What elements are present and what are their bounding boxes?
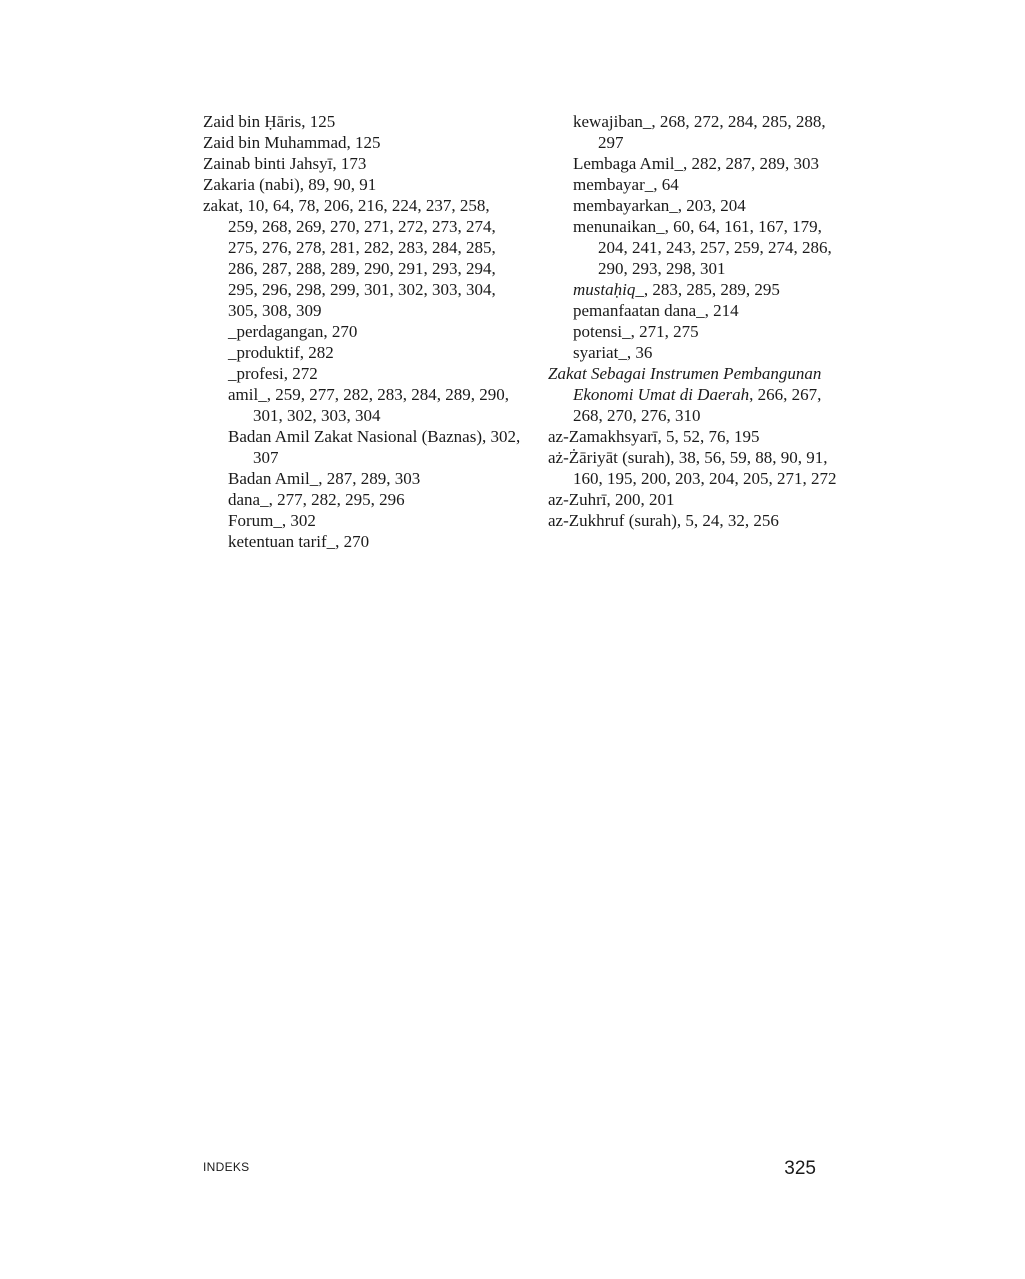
index-subentry: dana_, 277, 282, 295, 296 xyxy=(228,490,405,509)
index-subentry: pemanfaatan dana_, 214 xyxy=(573,301,739,320)
index-subentry: Badan Amil Zakat Nasional (Baznas), 302, 307 xyxy=(228,427,521,467)
index-subentry: _perdagangan, 270 xyxy=(228,322,358,341)
index-entry-pages: _, 283, 285, 289, 295 xyxy=(635,280,780,299)
index-subentry: Badan Amil_, 287, 289, 303 xyxy=(228,469,421,488)
index-subentry: potensi_, 271, 275 xyxy=(573,322,699,341)
index-entry-pages: , 266, 267, 268, 270, 276, 310 xyxy=(573,385,822,425)
index-entry: Zakaria (nabi), 89, 90, 91 xyxy=(203,175,377,194)
index-entry xyxy=(548,363,838,426)
index-entry-italic-term: mustaḥiq xyxy=(573,280,636,299)
index-subentry: Lembaga Amil_, 282, 287, 289, 303 xyxy=(573,154,820,173)
index-subentry: membayarkan_, 203, 204 xyxy=(573,196,746,215)
index-column-left xyxy=(203,111,523,552)
index-subentry: syariat_, 36 xyxy=(573,343,653,362)
footer-section-label: INDEKS xyxy=(203,1160,250,1174)
index-subentry xyxy=(573,279,838,300)
index-column-right xyxy=(548,111,838,531)
index-entry: Zaid bin Muhammad, 125 xyxy=(203,133,381,152)
index-subentry: menunaikan_, 60, 64, 161, 167, 179, 204, 241, 243, 257, 259, 274, 286, 290, 293, 298, 301 xyxy=(573,217,832,278)
page-number: 325 xyxy=(784,1158,816,1179)
index-entry: Zainab binti Jahsyī, 173 xyxy=(203,154,367,173)
index-subentry: amil_, 259, 277, 282, 283, 284, 289, 290, 301, 302, 303, 304 xyxy=(228,385,509,425)
index-entry-italic-term: Zakat Sebagai Instrumen Pembangunan Ekonomi Umat di Daerah xyxy=(548,364,822,404)
index-subentry: _profesi, 272 xyxy=(228,364,318,383)
index-subentry: kewajiban_, 268, 272, 284, 285, 288, 297 xyxy=(573,112,826,152)
index-entry: Zaid bin Ḥāris, 125 xyxy=(203,112,336,131)
index-subentry: Forum_, 302 xyxy=(228,511,316,530)
index-entry: az-Zamakhsyarī, 5, 52, 76, 195 xyxy=(548,427,760,446)
index-entry: aż-Żāriyāt (surah), 38, 56, 59, 88, 90, 91, 160, 195, 200, 203, 204, 205, 271, 272 xyxy=(548,448,837,488)
index-entry: az-Zukhruf (surah), 5, 24, 32, 256 xyxy=(548,511,779,530)
index-entry: zakat, 10, 64, 78, 206, 216, 224, 237, 258, 259, 268, 269, 270, 271, 272, 273, 274, 275, 276, 278, 281, 282, 283, 284, 285, 286, 287, 288, 289, 290, 291, 293, 294, 295, 296, 298, 299, 301, 302, 303, 304, 305, 308, 309 xyxy=(203,196,496,320)
index-subentry: _produktif, 282 xyxy=(228,343,334,362)
index-subentry: ketentuan tarif_, 270 xyxy=(228,532,370,551)
index-subentry: membayar_, 64 xyxy=(573,175,679,194)
index-entry: az-Zuhrī, 200, 201 xyxy=(548,490,675,509)
